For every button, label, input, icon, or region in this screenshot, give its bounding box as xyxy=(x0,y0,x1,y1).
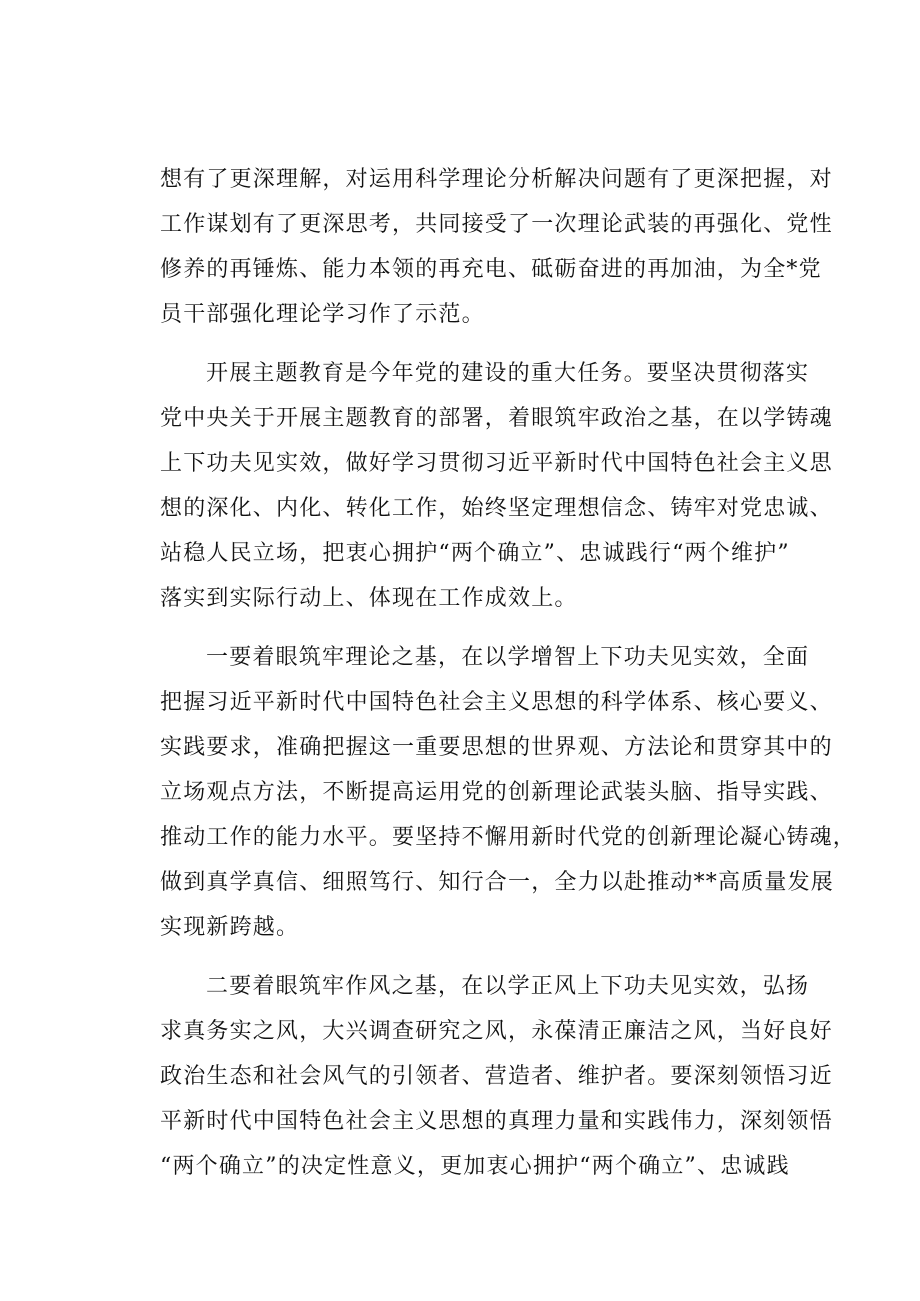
document-body xyxy=(160,157,857,1189)
paragraph-line: 推动工作的能力水平。要坚持不懈用新时代党的创新理论凝心铸魂， xyxy=(160,825,857,850)
paragraph-line: 想有了更深理解，对运用科学理论分析解决问题有了更深把握，对 xyxy=(160,167,833,192)
paragraph-line: 上下功夫见实效，做好学习贯彻习近平新时代中国特色社会主义思 xyxy=(160,451,833,476)
paragraph-line: 实践要求，准确把握这一重要思想的世界观、方法论和贯穿其中的 xyxy=(160,735,833,760)
paragraph-line: 二要着眼筑牢作风之基，在以学正风上下功夫见实效，弘扬 xyxy=(206,974,810,999)
paragraph-1 xyxy=(160,157,833,337)
paragraph-2 xyxy=(160,351,833,621)
paragraph-line: 把握习近平新时代中国特色社会主义思想的科学体系、核心要义、 xyxy=(160,690,833,715)
paragraph-line: 修养的再锤炼、能力本领的再充电、砥砺奋进的再加油，为全*党 xyxy=(160,257,822,282)
paragraph-line: 落实到实际行动上、体现在工作成效上。 xyxy=(160,586,578,611)
paragraph-line: 工作谋划有了更深思考，共同接受了一次理论武装的再强化、党性 xyxy=(160,212,833,237)
paragraph-4 xyxy=(160,964,833,1189)
paragraph-line: 站稳人民立场，把衷心拥护“两个确立”、忠诚践行“两个维护” xyxy=(160,541,790,566)
paragraph-line: 员干部强化理论学习作了示范。 xyxy=(160,302,485,327)
paragraph-line: 一要着眼筑牢理论之基，在以学增智上下功夫见实效，全面 xyxy=(206,645,810,670)
paragraph-line: 求真务实之风，大兴调查研究之风，永葆清正廉洁之风，当好良好 xyxy=(160,1019,833,1044)
paragraph-line: 政治生态和社会风气的引领者、营造者、维护者。要深刻领悟习近 xyxy=(160,1064,833,1089)
paragraph-line: 实现新跨越。 xyxy=(160,915,300,940)
paragraph-line: 想的深化、内化、转化工作，始终坚定理想信念、铸牢对党忠诚、 xyxy=(160,496,833,521)
paragraph-line: 立场观点方法，不断提高运用党的创新理论武装头脑、指导实践、 xyxy=(160,780,833,805)
paragraph-line: 做到真学真信、细照笃行、知行合一，全力以赴推动**高质量发展 xyxy=(160,870,835,895)
paragraph-line: 平新时代中国特色社会主义思想的真理力量和实践伟力，深刻领悟 xyxy=(160,1109,833,1134)
paragraph-line: 开展主题教育是今年党的建设的重大任务。要坚决贯彻落实 xyxy=(206,361,810,386)
paragraph-line: 党中央关于开展主题教育的部署，着眼筑牢政治之基，在以学铸魂 xyxy=(160,406,833,431)
paragraph-3 xyxy=(160,635,857,950)
paragraph-line: “两个确立”的决定性意义，更加衷心拥护“两个确立”、忠诚践 xyxy=(160,1154,790,1179)
